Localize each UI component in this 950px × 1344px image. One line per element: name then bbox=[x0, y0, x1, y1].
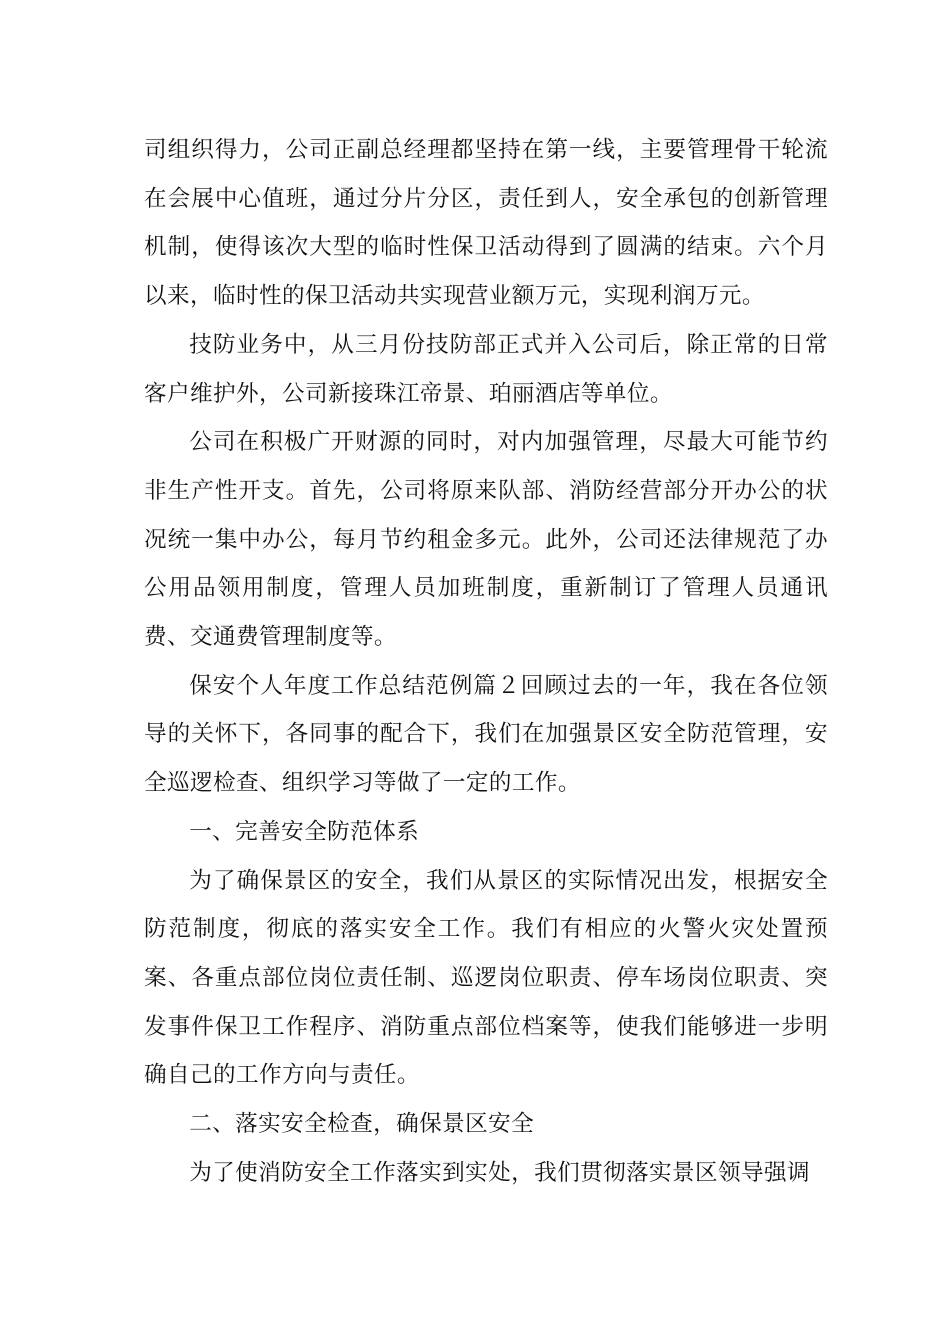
paragraph-safety-system: 为了确保景区的安全，我们从景区的实际情况出发，根据安全防范制度，彻底的落实安全工作。我们有相应的火警火灾处置预案、各重点部位岗位责任制、巡逻岗位职责、停车场岗位职责、突发事件保卫工作程序、消防重点部位档案等，使我们能够进一步明确自己的工作方向与责任。 bbox=[144, 867, 828, 1089]
section-heading-1: 一、完善安全防范体系 bbox=[189, 818, 420, 845]
paragraph-tech-defense: 技防业务中，从三月份技防部正式并入公司后，除正常的日常客户维护外，公司新接珠江帝景、珀丽酒店等单位。 bbox=[144, 331, 828, 407]
paragraph-continuation: 司组织得力，公司正副总经理都坚持在第一线，主要管理骨干轮流在会展中心值班，通过分片分区，责任到人，安全承包的创新管理机制，使得该次大型的临时性保卫活动得到了圆满的结束。六个月以来，临时性的保卫活动共实现营业额万元，实现利润万元。 bbox=[144, 137, 828, 310]
paragraph-annual-summary-intro: 保安个人年度工作总结范例篇２回顾过去的一年，我在各位领导的关怀下，各同事的配合下，我们在加强景区安全防范管理，安全巡逻检查、组织学习等做了一定的工作。 bbox=[144, 672, 828, 797]
document-body bbox=[144, 126, 828, 1197]
paragraph-fire-safety: 为了使消防安全工作落实到实处，我们贯彻落实景区领导强调 bbox=[189, 1159, 811, 1186]
paragraph-cost-management: 公司在积极广开财源的同时，对内加强管理，尽最大可能节约非生产性开支。首先，公司将原来队部、消防经营部分开办公的状况统一集中办公，每月节约租金多元。此外，公司还法律规范了办公用品领用制度，管理人员加班制度，重新制订了管理人员通讯费、交通费管理制度等。 bbox=[144, 429, 828, 651]
section-heading-2: 二、落实安全检查，确保景区安全 bbox=[189, 1111, 535, 1138]
